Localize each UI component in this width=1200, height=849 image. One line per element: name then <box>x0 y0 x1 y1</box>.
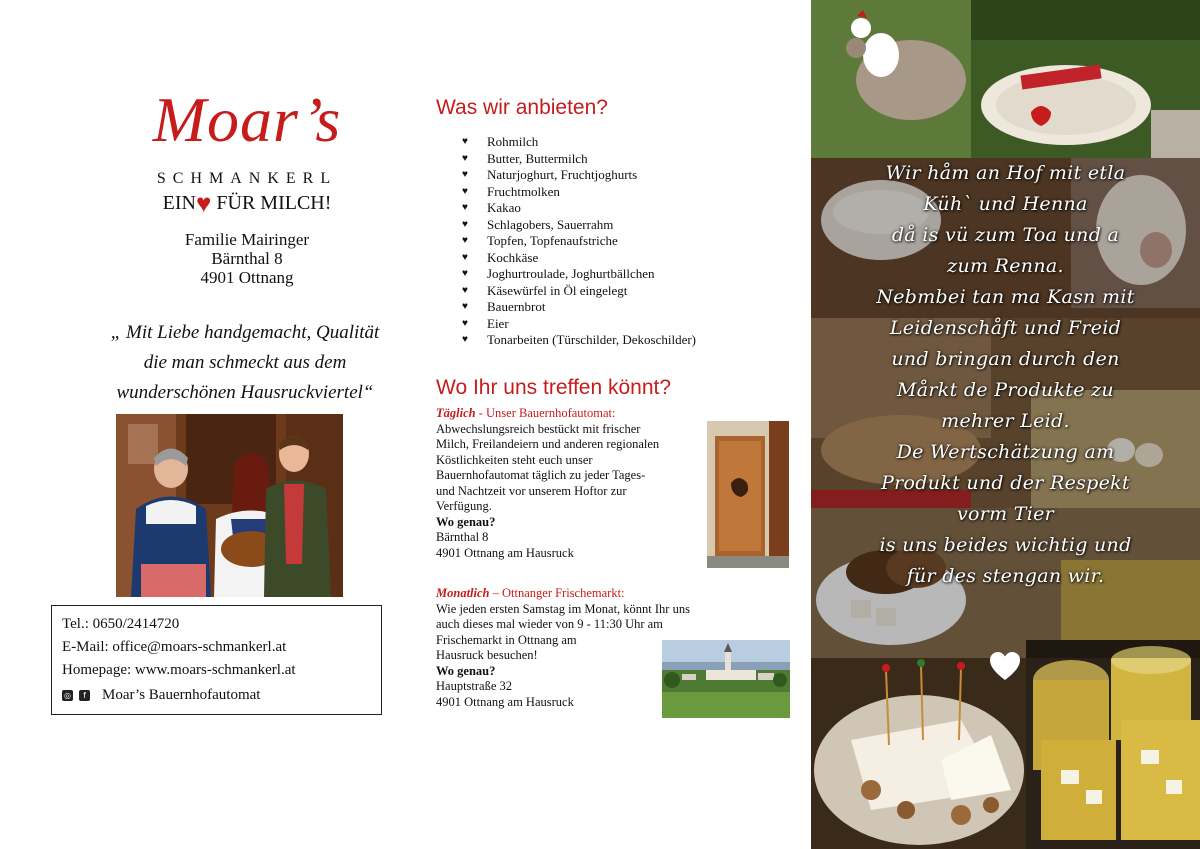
offer-item-label: Joghurtroulade, Joghurtbällchen <box>487 266 655 281</box>
offer-list-item <box>462 167 696 184</box>
social-row <box>62 684 381 707</box>
daily-label: Täglich <box>436 406 476 420</box>
daily-text-line: und Nachtzeit vor unserem Hoftor zur <box>436 483 627 498</box>
daily-text-line: Köstlichkeiten steht euch unser <box>436 452 593 467</box>
offer-item-label: Rohmilch <box>487 134 539 149</box>
poem-line: Produkt und der Respekt <box>881 472 1130 494</box>
heart-bullet-icon: ♥ <box>462 152 468 164</box>
family-photo <box>116 414 343 597</box>
offer-list <box>462 134 696 349</box>
offer-item-label: Kakao <box>487 200 521 215</box>
quote-line: wunderschönen Hausruckviertel“ <box>116 382 374 403</box>
poem-line: Küh` und Henna <box>923 193 1088 215</box>
poem-line: und bringan durch den <box>891 348 1120 370</box>
family-photo-image <box>116 414 343 597</box>
brand-tagline <box>112 189 382 218</box>
offer-item-label: Kochkäse <box>487 249 539 265</box>
offer-item-label: Fruchtmolken <box>487 183 560 199</box>
daily-address-line: 4901 Ottnang am Hausruck <box>436 545 574 560</box>
heart-bullet-icon: ♥ <box>462 218 468 230</box>
city: 4901 Ottnang <box>200 268 294 287</box>
offer-list-item <box>462 217 696 234</box>
monthly-text-line: Hausruck besuchen! <box>436 648 538 662</box>
offer-item-label: Topfen, Topfenaufstriche <box>487 233 618 248</box>
phone-text: Tel.: 0650/2414720 <box>62 616 180 632</box>
address-block <box>112 230 382 287</box>
offer-list-item <box>462 332 696 349</box>
monthly-label: Monatlich <box>436 586 490 600</box>
offer-list-item <box>462 283 696 300</box>
tagline-before: EIN <box>162 192 196 214</box>
poem-line: Nebmbei tan ma Kasn mit <box>876 286 1135 308</box>
heart-bullet-icon: ♥ <box>462 169 468 180</box>
vending-machine-image <box>707 421 789 568</box>
offer-item-label: Schlagobers, Sauerrahm <box>487 216 614 232</box>
heart-bullet-icon: ♥ <box>462 185 468 197</box>
daily-text-line: Milch, Freilandeiern und anderen regionalen <box>436 437 660 451</box>
where-label: Wo genau? <box>436 514 496 529</box>
brand-logo-title: Moar’s <box>152 84 342 155</box>
offer-heading: Was wir anbieten? <box>436 96 608 119</box>
poem-line: Leidenschåft und Freid <box>889 317 1122 339</box>
monthly-text-line: Wie jeden ersten Samstag im Monat, könnt Ihr uns <box>436 601 690 616</box>
monthly-address-line: 4901 Ottnang am Hausruck <box>436 694 574 709</box>
facebook-icon: f <box>79 690 90 701</box>
heart-bullet-icon: ♥ <box>462 251 468 263</box>
offer-list-item <box>462 184 696 201</box>
homepage-text: Homepage: www.moars-schmankerl.at <box>62 662 296 678</box>
email-text: E-Mail: office@moars-schmankerl.at <box>62 639 287 655</box>
family-name: Familie Mairinger <box>184 230 310 249</box>
village-image <box>662 640 790 718</box>
heart-bullet-icon: ♥ <box>462 317 468 329</box>
offer-item-label: Naturjoghurt, Fruchtjoghurts <box>487 167 638 182</box>
heart-bullet-icon: ♥ <box>462 301 468 312</box>
heart-bullet-icon: ♥ <box>462 284 468 296</box>
offer-list-item <box>462 266 696 283</box>
offer-list-item <box>462 151 696 168</box>
daily-text-line: Bauernhofautomat täglich zu jeder Tages- <box>436 468 646 482</box>
tagline-after: FÜR MILCH! <box>216 192 332 214</box>
offer-list-item <box>462 299 696 316</box>
brand-subtitle: SCHMANKERL <box>156 170 338 187</box>
offer-item-label: Bauernbrot <box>487 299 546 314</box>
monthly-address-line: Hauptstraße 32 <box>436 679 513 693</box>
monthly-title: – Ottnanger Frischemarkt: <box>489 586 625 600</box>
offer-item-label: Tonarbeiten (Türschilder, Dekoschilder) <box>487 332 697 347</box>
offer-list-item <box>462 233 696 250</box>
daily-text-line: Verfügung. <box>436 499 492 513</box>
street: Bärnthal 8 <box>211 249 283 268</box>
poem-line: zum Renna. <box>947 255 1064 277</box>
instagram-icon: ◎ <box>62 690 73 701</box>
offer-list-item <box>462 250 696 267</box>
heart-bullet-icon: ♥ <box>462 136 468 147</box>
heart-bullet-icon: ♥ <box>462 202 468 213</box>
offer-item-label: Eier <box>487 315 509 331</box>
daily-title: - Unser Bauernhofautomat: <box>475 406 616 420</box>
heart-icon: ♥ <box>195 189 212 218</box>
poem-line: Mårkt de Produkte zu <box>897 379 1114 401</box>
poem-line: für des stengan wir. <box>906 565 1105 587</box>
offer-list-item <box>462 134 696 151</box>
motto-quote <box>60 318 430 408</box>
farm-vending-machine-photo <box>707 421 789 568</box>
offer-list-item <box>462 200 696 217</box>
offer-item-label: Käsewürfel in Öl eingelegt <box>487 282 628 298</box>
poem-line: då is vü zum Toa und a <box>891 224 1120 246</box>
heart-bullet-icon: ♥ <box>462 235 468 246</box>
daily-text-line: Abwechslungsreich bestückt mit frischer <box>436 421 641 436</box>
quote-line: „ Mit Liebe handgemacht, Qualität <box>110 322 380 343</box>
contact-box <box>51 605 382 715</box>
ottnang-village-photo <box>662 640 790 718</box>
daily-block <box>436 406 706 561</box>
daily-address-line: Bärnthal 8 <box>436 530 489 544</box>
monthly-text-line: Frischemarkt in Ottnang am <box>436 632 577 647</box>
heart-bullet-icon: ♥ <box>462 268 468 279</box>
monthly-text-line: auch dieses mal wieder von 9 - 11:30 Uhr am <box>436 617 663 631</box>
offer-list-item <box>462 316 696 333</box>
poem-line: Wir håm an Hof mit etla <box>885 162 1126 184</box>
poem-line: De Wertschätzung am <box>896 441 1115 463</box>
quote-line: die man schmeckt aus dem <box>143 352 347 373</box>
heart-bullet-icon: ♥ <box>462 334 468 345</box>
poem-line: is uns beides wichtig und <box>879 534 1132 556</box>
dialect-poem <box>811 158 1200 592</box>
meet-heading: Wo Ihr uns treffen könnt? <box>436 376 672 399</box>
poem-line: mehrer Leid. <box>941 410 1070 432</box>
where-label: Wo genau? <box>436 663 496 678</box>
social-name: Moar’s Bauernhofautomat <box>102 687 261 703</box>
poem-line: vorm Tier <box>956 503 1055 525</box>
offer-item-label: Butter, Buttermilch <box>487 150 588 166</box>
white-heart-icon <box>988 650 1022 684</box>
